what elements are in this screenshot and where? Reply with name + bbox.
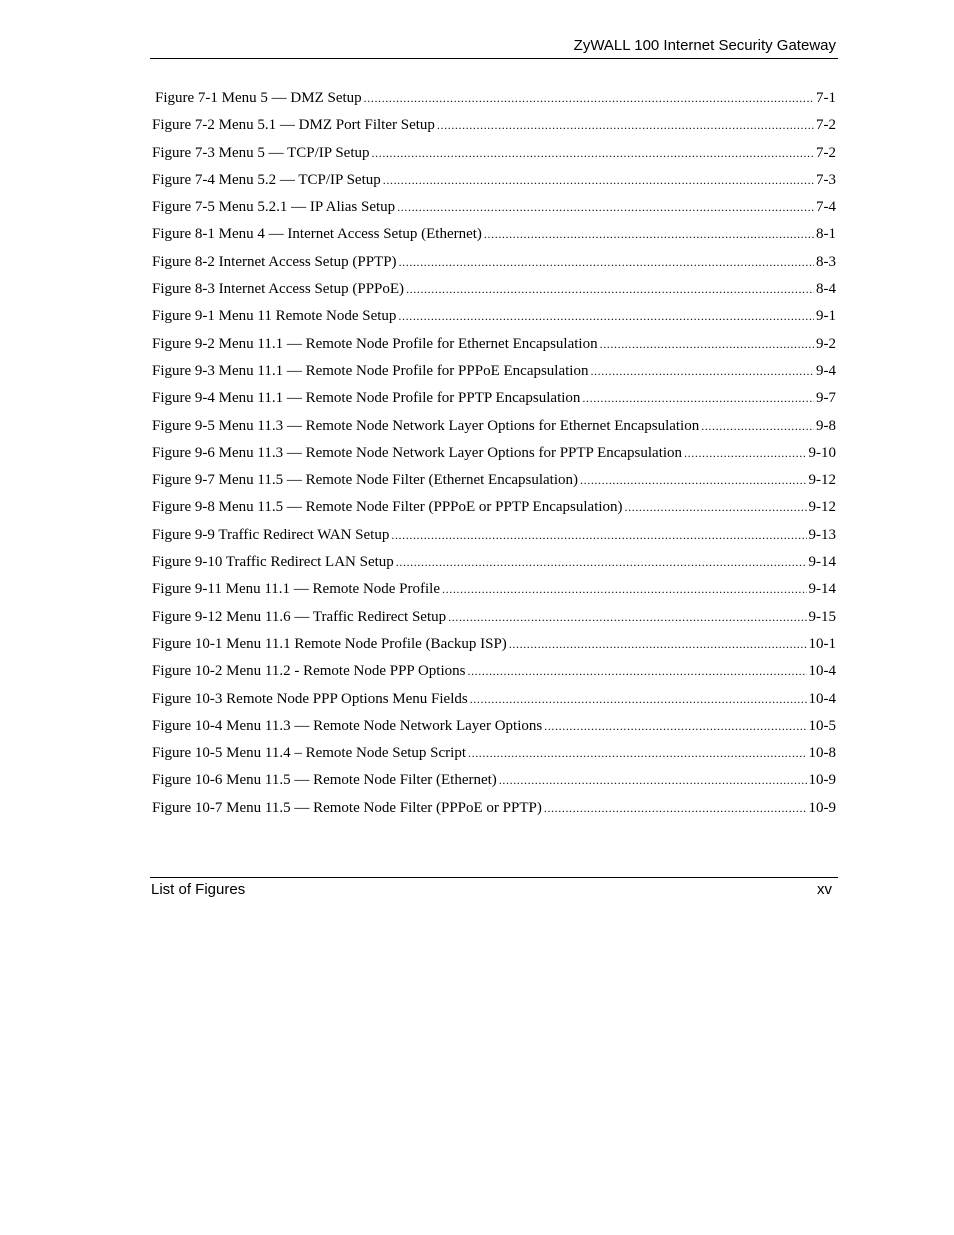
document-title: ZyWALL 100 Internet Security Gateway bbox=[573, 37, 836, 54]
dot-leader bbox=[396, 552, 807, 572]
toc-entry-label: Figure 9-5 Menu 11.3 — Remote Node Network Layer Options for Ethernet Encapsulation bbox=[152, 417, 700, 434]
toc-entry[interactable] bbox=[152, 634, 836, 661]
toc-entry-label: Figure 9-12 Menu 11.6 — Traffic Redirect Setup bbox=[152, 608, 447, 625]
dot-leader bbox=[383, 170, 814, 190]
dot-leader bbox=[468, 743, 807, 763]
toc-entry-label: Figure 10-7 Menu 11.5 — Remote Node Filter (PPPoE or PPTP) bbox=[152, 799, 542, 816]
toc-entry[interactable] bbox=[152, 361, 836, 388]
toc-entry[interactable] bbox=[152, 525, 836, 552]
toc-entry[interactable] bbox=[152, 579, 836, 606]
toc-entry-label: Figure 9-11 Menu 11.1 — Remote Node Profile bbox=[152, 581, 441, 598]
dot-leader bbox=[467, 661, 806, 681]
toc-entry-label: Figure 10-5 Menu 11.4 – Remote Node Setup Script bbox=[152, 745, 466, 762]
toc-entry-label: Figure 9-8 Menu 11.5 — Remote Node Filter (PPPoE or PPTP Encapsulation) bbox=[152, 499, 623, 516]
toc-entry[interactable] bbox=[152, 443, 836, 470]
toc-entry-page: 9-13 bbox=[808, 526, 836, 543]
toc-entry-label: Figure 7-3 Menu 5 — TCP/IP Setup bbox=[152, 144, 370, 161]
dot-leader bbox=[391, 525, 806, 545]
toc-entry-label: Figure 8-2 Internet Access Setup (PPTP) bbox=[152, 253, 397, 270]
dot-leader bbox=[544, 716, 806, 736]
toc-entry[interactable] bbox=[152, 388, 836, 415]
toc-entry-page: 9-7 bbox=[816, 390, 836, 407]
toc-entry-page: 9-12 bbox=[808, 499, 836, 516]
toc-entry-label: Figure 9-6 Menu 11.3 — Remote Node Network Layer Options for PPTP Encapsulation bbox=[152, 444, 683, 461]
toc-entry[interactable] bbox=[152, 279, 836, 306]
toc-entry-label: Figure 10-2 Menu 11.2 - Remote Node PPP Options bbox=[152, 663, 466, 680]
dot-leader bbox=[701, 416, 814, 436]
toc-entry-page: 10-8 bbox=[808, 745, 836, 762]
toc-entry-label: Figure 10-6 Menu 11.5 — Remote Node Filter (Ethernet) bbox=[152, 772, 497, 789]
dot-leader bbox=[499, 770, 807, 790]
toc-entry-label: Figure 10-4 Menu 11.3 — Remote Node Network Layer Options bbox=[152, 717, 543, 734]
dot-leader bbox=[364, 88, 814, 108]
toc-entry[interactable] bbox=[152, 661, 836, 688]
dot-leader bbox=[625, 497, 807, 517]
toc-entry-page: 9-12 bbox=[808, 472, 836, 489]
toc-entry-page: 7-4 bbox=[816, 199, 836, 216]
toc-entry-page: 8-1 bbox=[816, 226, 836, 243]
toc-entry-page: 7-2 bbox=[816, 144, 836, 161]
dot-leader bbox=[397, 197, 814, 217]
toc-entry[interactable] bbox=[152, 197, 836, 224]
toc-entry-label: Figure 9-4 Menu 11.1 — Remote Node Profile for PPTP Encapsulation bbox=[152, 390, 581, 407]
toc-entry-label: Figure 9-9 Traffic Redirect WAN Setup bbox=[152, 526, 390, 543]
toc-entry-label: Figure 10-1 Menu 11.1 Remote Node Profile (Backup ISP) bbox=[152, 635, 507, 652]
toc-entry[interactable] bbox=[152, 334, 836, 361]
toc-entry-page: 10-9 bbox=[808, 799, 836, 816]
toc-entry-page: 8-4 bbox=[816, 281, 836, 298]
toc-entry[interactable] bbox=[152, 743, 836, 770]
page-number: xv bbox=[817, 881, 832, 898]
toc-entry-label: Figure 7-4 Menu 5.2 — TCP/IP Setup bbox=[152, 171, 381, 188]
toc-entry-label: Figure 7-5 Menu 5.2.1 — IP Alias Setup bbox=[152, 199, 396, 216]
dot-leader bbox=[509, 634, 807, 654]
page-footer bbox=[150, 877, 838, 902]
list-of-figures bbox=[152, 88, 836, 825]
toc-entry-label: Figure 7-1 Menu 5 — DMZ Setup bbox=[155, 90, 362, 106]
dot-leader bbox=[590, 361, 814, 381]
toc-entry-page: 10-1 bbox=[808, 635, 836, 652]
page-header bbox=[150, 34, 838, 59]
toc-entry-label: Figure 8-1 Menu 4 — Internet Access Setup (Ethernet) bbox=[152, 226, 482, 243]
dot-leader bbox=[582, 388, 814, 408]
dot-leader bbox=[484, 224, 814, 244]
toc-entry[interactable] bbox=[152, 552, 836, 579]
dot-leader bbox=[580, 470, 806, 490]
toc-entry[interactable] bbox=[152, 252, 836, 279]
dot-leader bbox=[684, 443, 806, 463]
toc-entry-page: 10-9 bbox=[808, 772, 836, 789]
toc-entry-label: Figure 9-2 Menu 11.1 — Remote Node Profile for Ethernet Encapsulation bbox=[152, 335, 598, 352]
toc-entry-page: 9-1 bbox=[816, 308, 836, 325]
dot-leader bbox=[448, 607, 806, 627]
toc-entry-page: 10-4 bbox=[808, 690, 836, 707]
toc-entry[interactable] bbox=[152, 143, 836, 170]
toc-entry[interactable] bbox=[152, 607, 836, 634]
dot-leader bbox=[544, 798, 807, 818]
toc-entry-label: Figure 7-2 Menu 5.1 — DMZ Port Filter Setup bbox=[152, 117, 435, 134]
toc-entry[interactable] bbox=[152, 115, 836, 142]
toc-entry[interactable] bbox=[152, 470, 836, 497]
toc-entry-page: 7-1 bbox=[816, 90, 836, 106]
toc-entry[interactable] bbox=[152, 416, 836, 443]
toc-entry-label: Figure 10-3 Remote Node PPP Options Menu Fields bbox=[152, 690, 468, 707]
toc-entry[interactable] bbox=[152, 770, 836, 797]
toc-entry-page: 9-2 bbox=[816, 335, 836, 352]
toc-entry[interactable] bbox=[152, 798, 836, 825]
dot-leader bbox=[406, 279, 814, 299]
toc-entry-page: 7-3 bbox=[816, 171, 836, 188]
toc-entry-label: Figure 8-3 Internet Access Setup (PPPoE) bbox=[152, 281, 405, 298]
dot-leader bbox=[470, 689, 807, 709]
toc-entry-page: 9-4 bbox=[816, 362, 836, 379]
toc-entry[interactable] bbox=[152, 689, 836, 716]
dot-leader bbox=[437, 115, 814, 135]
toc-entry[interactable] bbox=[152, 170, 836, 197]
toc-entry[interactable] bbox=[152, 224, 836, 251]
toc-entry-page: 9-15 bbox=[808, 608, 836, 625]
toc-entry[interactable] bbox=[152, 306, 836, 333]
dot-leader bbox=[372, 143, 814, 163]
dot-leader bbox=[600, 334, 814, 354]
dot-leader bbox=[398, 306, 814, 326]
toc-entry-page: 9-14 bbox=[808, 581, 836, 598]
toc-entry-page: 9-10 bbox=[808, 444, 836, 461]
dot-leader bbox=[442, 579, 806, 599]
toc-entry-label: Figure 9-3 Menu 11.1 — Remote Node Profile for PPPoE Encapsulation bbox=[152, 362, 589, 379]
toc-entry-page: 10-5 bbox=[808, 717, 836, 734]
toc-entry-page: 9-8 bbox=[816, 417, 836, 434]
toc-entry-page: 10-4 bbox=[808, 663, 836, 680]
toc-entry[interactable] bbox=[152, 497, 836, 524]
toc-entry-label: Figure 9-7 Menu 11.5 — Remote Node Filter (Ethernet Encapsulation) bbox=[152, 472, 579, 489]
toc-entry[interactable] bbox=[152, 88, 836, 115]
toc-entry-page: 8-3 bbox=[816, 253, 836, 270]
section-name: List of Figures bbox=[151, 881, 246, 898]
toc-entry-page: 9-14 bbox=[808, 554, 836, 571]
toc-entry-page: 7-2 bbox=[816, 117, 836, 134]
toc-entry-label: Figure 9-10 Traffic Redirect LAN Setup bbox=[152, 554, 394, 571]
toc-entry[interactable] bbox=[152, 716, 836, 743]
dot-leader bbox=[399, 252, 814, 272]
toc-entry-label: Figure 9-1 Menu 11 Remote Node Setup bbox=[152, 308, 397, 325]
